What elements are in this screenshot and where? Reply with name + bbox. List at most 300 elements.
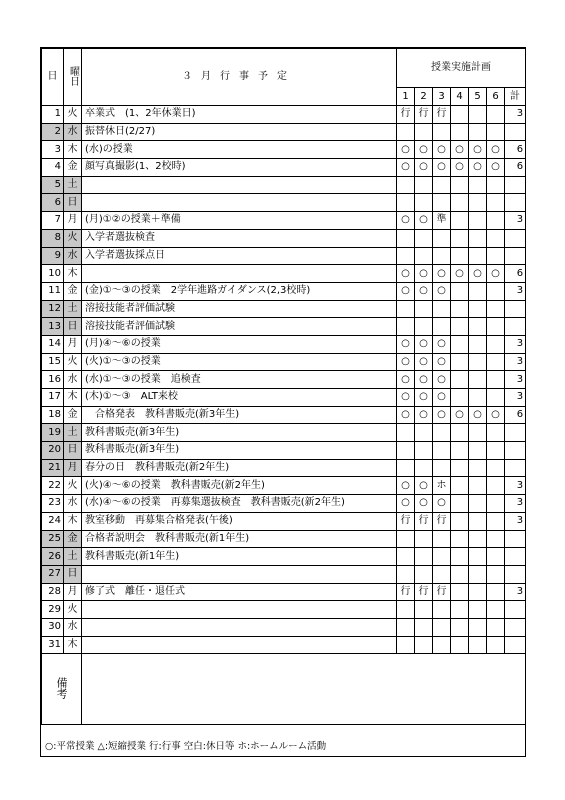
day-number: 23 xyxy=(42,495,64,513)
weekday-cell: 水 xyxy=(64,247,82,265)
period-cell: 行 xyxy=(397,583,415,601)
period-cell: ○ xyxy=(469,265,487,283)
day-number: 3 xyxy=(42,141,64,159)
event-cell: (水)①～③の授業 追検査 xyxy=(82,371,397,389)
total-cell: 6 xyxy=(505,159,526,177)
period-cell xyxy=(397,548,415,566)
period-cell xyxy=(469,247,487,265)
period-cell: 準 xyxy=(433,212,451,230)
period-cell xyxy=(451,176,469,194)
day-number: 20 xyxy=(42,442,64,460)
period-cell xyxy=(451,442,469,460)
table-row xyxy=(42,265,526,283)
period-cell xyxy=(469,229,487,247)
day-number: 10 xyxy=(42,265,64,283)
period-cell xyxy=(487,229,505,247)
period-cell xyxy=(451,212,469,230)
period-cell: ○ xyxy=(487,159,505,177)
event-cell: (水)④～⑥の授業 再募集選抜検査 教科書販売(新2年生) xyxy=(82,495,397,513)
period-cell xyxy=(433,565,451,583)
period-header-3: 3 xyxy=(433,88,451,106)
weekday-cell: 火 xyxy=(64,229,82,247)
period-cell: 行 xyxy=(433,106,451,124)
period-cell: ○ xyxy=(397,212,415,230)
period-cell: ○ xyxy=(397,141,415,159)
day-number: 7 xyxy=(42,212,64,230)
period-cell xyxy=(433,176,451,194)
table-row xyxy=(42,106,526,124)
period-cell xyxy=(487,583,505,601)
period-cell xyxy=(433,318,451,336)
weekday-cell: 土 xyxy=(64,548,82,566)
period-cell xyxy=(451,477,469,495)
event-cell: 教室移動 再募集合格発表(午後) xyxy=(82,512,397,530)
day-number: 5 xyxy=(42,176,64,194)
event-cell: 教科書販売(新3年生) xyxy=(82,424,397,442)
legend-text: ○:平常授業 △:短縮授業 行:行事 空白:休日等 ホ:ホームルーム活動 xyxy=(45,741,327,752)
event-cell xyxy=(82,618,397,636)
day-number: 25 xyxy=(42,530,64,548)
day-number: 31 xyxy=(42,636,64,654)
table-row xyxy=(42,565,526,583)
period-cell xyxy=(415,442,433,460)
period-cell xyxy=(469,371,487,389)
day-number: 11 xyxy=(42,282,64,300)
period-cell: ○ xyxy=(397,371,415,389)
day-number: 16 xyxy=(42,371,64,389)
period-header-4: 4 xyxy=(451,88,469,106)
table-row xyxy=(42,636,526,654)
table-row xyxy=(42,300,526,318)
event-cell: (火)④～⑥の授業 教科書販売(新2年生) xyxy=(82,477,397,495)
period-cell xyxy=(487,495,505,513)
period-cell xyxy=(451,495,469,513)
period-cell xyxy=(469,442,487,460)
period-cell xyxy=(415,247,433,265)
period-cell xyxy=(469,565,487,583)
period-cell: ○ xyxy=(433,141,451,159)
period-cell: ○ xyxy=(415,495,433,513)
period-cell xyxy=(469,424,487,442)
total-cell xyxy=(505,318,526,336)
period-cell xyxy=(451,636,469,654)
total-cell: 3 xyxy=(505,512,526,530)
day-number: 24 xyxy=(42,512,64,530)
period-cell: ○ xyxy=(397,335,415,353)
event-cell: 修了式 離任・退任式 xyxy=(82,583,397,601)
table-row xyxy=(42,618,526,636)
total-cell xyxy=(505,176,526,194)
event-cell: 合格発表 教科書販売(新3年生) xyxy=(82,406,397,424)
period-cell xyxy=(469,389,487,407)
period-cell xyxy=(415,459,433,477)
total-cell xyxy=(505,565,526,583)
period-cell xyxy=(487,512,505,530)
table-row xyxy=(42,247,526,265)
period-header-2: 2 xyxy=(415,88,433,106)
weekday-cell: 土 xyxy=(64,424,82,442)
event-cell: 入学者選抜検査 xyxy=(82,229,397,247)
period-cell: ○ xyxy=(451,159,469,177)
period-cell xyxy=(487,371,505,389)
period-cell xyxy=(469,123,487,141)
total-cell: 3 xyxy=(505,106,526,124)
period-cell xyxy=(433,530,451,548)
period-cell xyxy=(487,548,505,566)
period-cell xyxy=(487,565,505,583)
period-cell xyxy=(487,194,505,212)
day-number: 4 xyxy=(42,159,64,177)
period-cell: 行 xyxy=(433,583,451,601)
period-cell: ○ xyxy=(433,371,451,389)
weekday-cell: 火 xyxy=(64,353,82,371)
event-cell: (金)①～③の授業 2学年進路ガイダンス(2,3校時) xyxy=(82,282,397,300)
period-cell: ○ xyxy=(469,159,487,177)
total-cell: 3 xyxy=(505,335,526,353)
period-cell xyxy=(451,335,469,353)
period-cell xyxy=(451,229,469,247)
weekday-cell: 日 xyxy=(64,565,82,583)
day-number: 27 xyxy=(42,565,64,583)
period-cell xyxy=(451,512,469,530)
day-number: 19 xyxy=(42,424,64,442)
weekday-cell: 金 xyxy=(64,530,82,548)
weekday-cell: 月 xyxy=(64,335,82,353)
table-row xyxy=(42,477,526,495)
event-cell: (月)①②の授業＋準備 xyxy=(82,212,397,230)
day-number: 30 xyxy=(42,618,64,636)
total-cell xyxy=(505,300,526,318)
period-cell: ○ xyxy=(397,265,415,283)
table-row xyxy=(42,389,526,407)
remarks-label: 備考 xyxy=(55,677,68,700)
period-header-1: 1 xyxy=(397,88,415,106)
event-cell: (水)の授業 xyxy=(82,141,397,159)
event-cell xyxy=(82,636,397,654)
event-cell xyxy=(82,565,397,583)
period-cell xyxy=(397,530,415,548)
weekday-cell: 木 xyxy=(64,265,82,283)
weekday-cell: 月 xyxy=(64,583,82,601)
period-cell xyxy=(433,300,451,318)
period-cell xyxy=(487,636,505,654)
total-cell: 3 xyxy=(505,353,526,371)
period-cell: ○ xyxy=(469,406,487,424)
period-cell: 行 xyxy=(415,512,433,530)
period-cell: ○ xyxy=(487,406,505,424)
period-cell: ○ xyxy=(433,265,451,283)
day-number: 9 xyxy=(42,247,64,265)
event-cell: 振替休日(2/27) xyxy=(82,123,397,141)
weekday-cell: 月 xyxy=(64,459,82,477)
day-number: 14 xyxy=(42,335,64,353)
period-cell xyxy=(415,530,433,548)
period-cell xyxy=(415,565,433,583)
period-cell: ○ xyxy=(415,353,433,371)
weekday-cell: 木 xyxy=(64,389,82,407)
period-cell xyxy=(397,123,415,141)
period-cell xyxy=(469,176,487,194)
period-cell: ○ xyxy=(415,371,433,389)
period-cell xyxy=(451,123,469,141)
period-cell xyxy=(415,318,433,336)
total-cell: 3 xyxy=(505,371,526,389)
table-row xyxy=(42,176,526,194)
schedule-table xyxy=(41,48,526,725)
period-cell: ○ xyxy=(397,282,415,300)
period-cell: ○ xyxy=(397,477,415,495)
period-cell: ○ xyxy=(433,406,451,424)
weekday-cell: 金 xyxy=(64,159,82,177)
period-cell xyxy=(487,106,505,124)
table-row xyxy=(42,229,526,247)
period-cell: ○ xyxy=(397,353,415,371)
period-cell xyxy=(469,601,487,619)
period-cell xyxy=(451,583,469,601)
period-cell xyxy=(433,636,451,654)
period-cell xyxy=(451,106,469,124)
table-row xyxy=(42,530,526,548)
period-cell: ○ xyxy=(415,477,433,495)
remarks-content xyxy=(82,654,526,725)
period-cell xyxy=(397,636,415,654)
event-cell: 春分の日 教科書販売(新2年生) xyxy=(82,459,397,477)
period-cell: 行 xyxy=(433,512,451,530)
period-cell xyxy=(397,601,415,619)
table-row xyxy=(42,459,526,477)
total-cell: 3 xyxy=(505,389,526,407)
day-number: 8 xyxy=(42,229,64,247)
period-cell xyxy=(397,176,415,194)
table-row xyxy=(42,601,526,619)
total-cell: 3 xyxy=(505,583,526,601)
period-cell xyxy=(469,300,487,318)
event-cell: 入学者選抜採点日 xyxy=(82,247,397,265)
event-cell: 教科書販売(新3年生) xyxy=(82,442,397,460)
period-cell xyxy=(469,335,487,353)
period-cell: ○ xyxy=(433,353,451,371)
weekday-cell: 土 xyxy=(64,176,82,194)
period-cell: ○ xyxy=(397,389,415,407)
period-cell xyxy=(433,618,451,636)
total-cell xyxy=(505,530,526,548)
total-cell xyxy=(505,636,526,654)
day-number: 21 xyxy=(42,459,64,477)
period-cell xyxy=(487,477,505,495)
weekday-cell: 火 xyxy=(64,601,82,619)
total-cell: 6 xyxy=(505,406,526,424)
period-cell xyxy=(451,530,469,548)
period-cell xyxy=(451,389,469,407)
day-number: 2 xyxy=(42,123,64,141)
total-cell: 3 xyxy=(505,477,526,495)
total-cell: 3 xyxy=(505,495,526,513)
period-cell xyxy=(469,477,487,495)
table-row xyxy=(42,123,526,141)
table-row xyxy=(42,335,526,353)
period-cell: 行 xyxy=(415,106,433,124)
weekday-cell: 水 xyxy=(64,495,82,513)
period-header-5: 5 xyxy=(469,88,487,106)
table-row xyxy=(42,318,526,336)
period-cell xyxy=(451,565,469,583)
period-cell xyxy=(397,618,415,636)
period-cell: 行 xyxy=(397,106,415,124)
period-cell xyxy=(469,530,487,548)
period-cell xyxy=(415,548,433,566)
day-number: 15 xyxy=(42,353,64,371)
day-number: 12 xyxy=(42,300,64,318)
schedule-sheet xyxy=(40,47,526,757)
period-cell xyxy=(433,548,451,566)
table-row xyxy=(42,371,526,389)
day-number: 17 xyxy=(42,389,64,407)
event-cell: (火)①～③の授業 xyxy=(82,353,397,371)
period-cell xyxy=(487,176,505,194)
weekday-cell: 日 xyxy=(64,194,82,212)
period-cell xyxy=(415,300,433,318)
period-cell xyxy=(397,247,415,265)
table-row xyxy=(42,548,526,566)
period-cell xyxy=(451,247,469,265)
day-number: 13 xyxy=(42,318,64,336)
period-cell xyxy=(487,442,505,460)
period-cell xyxy=(487,424,505,442)
period-cell xyxy=(451,601,469,619)
day-number: 1 xyxy=(42,106,64,124)
event-cell xyxy=(82,176,397,194)
period-cell xyxy=(469,212,487,230)
period-cell xyxy=(487,389,505,407)
event-cell: 顔写真撮影(1、2校時) xyxy=(82,159,397,177)
period-cell xyxy=(415,424,433,442)
event-cell: 溶接技能者評価試験 xyxy=(82,300,397,318)
period-cell: ○ xyxy=(415,212,433,230)
period-cell xyxy=(415,601,433,619)
period-cell xyxy=(397,229,415,247)
period-cell xyxy=(397,459,415,477)
total-cell xyxy=(505,618,526,636)
weekday-cell: 金 xyxy=(64,282,82,300)
event-cell: 合格者説明会 教科書販売(新1年生) xyxy=(82,530,397,548)
period-cell xyxy=(469,194,487,212)
table-row xyxy=(42,424,526,442)
table-row xyxy=(42,141,526,159)
period-cell xyxy=(451,353,469,371)
period-cell xyxy=(469,106,487,124)
total-cell xyxy=(505,442,526,460)
period-cell: ○ xyxy=(451,141,469,159)
period-cell xyxy=(469,495,487,513)
period-cell xyxy=(487,618,505,636)
total-cell xyxy=(505,601,526,619)
period-cell: 行 xyxy=(397,512,415,530)
period-cell xyxy=(433,229,451,247)
day-number: 22 xyxy=(42,477,64,495)
total-cell xyxy=(505,247,526,265)
period-cell xyxy=(487,335,505,353)
total-cell xyxy=(505,194,526,212)
period-cell: ○ xyxy=(451,265,469,283)
period-cell xyxy=(415,229,433,247)
period-cell xyxy=(415,176,433,194)
period-cell xyxy=(469,318,487,336)
period-cell xyxy=(451,300,469,318)
day-number: 26 xyxy=(42,548,64,566)
table-row xyxy=(42,212,526,230)
period-cell: ○ xyxy=(415,335,433,353)
weekday-column-header xyxy=(64,49,82,106)
total-cell xyxy=(505,229,526,247)
period-cell xyxy=(433,459,451,477)
table-row xyxy=(42,406,526,424)
day-number: 18 xyxy=(42,406,64,424)
header-row xyxy=(42,49,526,88)
period-cell xyxy=(451,459,469,477)
event-cell xyxy=(82,194,397,212)
period-cell xyxy=(469,583,487,601)
period-cell: ○ xyxy=(469,141,487,159)
event-cell: 教科書販売(新1年生) xyxy=(82,548,397,566)
weekday-cell: 火 xyxy=(64,477,82,495)
day-number: 29 xyxy=(42,601,64,619)
period-cell xyxy=(433,123,451,141)
total-cell xyxy=(505,424,526,442)
period-cell xyxy=(469,282,487,300)
weekday-cell: 水 xyxy=(64,618,82,636)
period-cell xyxy=(469,512,487,530)
weekday-cell: 月 xyxy=(64,212,82,230)
period-cell xyxy=(487,530,505,548)
weekday-cell: 日 xyxy=(64,442,82,460)
period-cell: 行 xyxy=(415,583,433,601)
event-cell xyxy=(82,265,397,283)
weekday-cell: 水 xyxy=(64,123,82,141)
period-cell: ○ xyxy=(433,159,451,177)
event-cell: 溶接技能者評価試験 xyxy=(82,318,397,336)
total-cell xyxy=(505,123,526,141)
period-cell: ○ xyxy=(415,141,433,159)
weekday-cell: 木 xyxy=(64,141,82,159)
weekday-cell: 金 xyxy=(64,406,82,424)
period-cell xyxy=(469,548,487,566)
period-cell xyxy=(469,618,487,636)
event-cell: 卒業式 (1、2年休業日) xyxy=(82,106,397,124)
event-cell xyxy=(82,601,397,619)
period-cell xyxy=(397,318,415,336)
period-cell: ○ xyxy=(451,406,469,424)
table-row xyxy=(42,353,526,371)
period-cell xyxy=(451,424,469,442)
period-header-6: 6 xyxy=(487,88,505,106)
remarks-row xyxy=(42,654,526,725)
weekday-cell: 火 xyxy=(64,106,82,124)
period-cell: ○ xyxy=(415,406,433,424)
table-row xyxy=(42,495,526,513)
period-cell: ホ xyxy=(433,477,451,495)
total-cell: 3 xyxy=(505,282,526,300)
total-cell xyxy=(505,459,526,477)
lesson-plan-header: 授業実施計画 xyxy=(397,49,526,88)
table-row xyxy=(42,159,526,177)
period-cell: ○ xyxy=(397,159,415,177)
period-cell: ○ xyxy=(397,406,415,424)
period-cell xyxy=(415,123,433,141)
period-cell: ○ xyxy=(433,389,451,407)
total-cell xyxy=(505,548,526,566)
period-cell xyxy=(415,636,433,654)
period-cell xyxy=(397,194,415,212)
